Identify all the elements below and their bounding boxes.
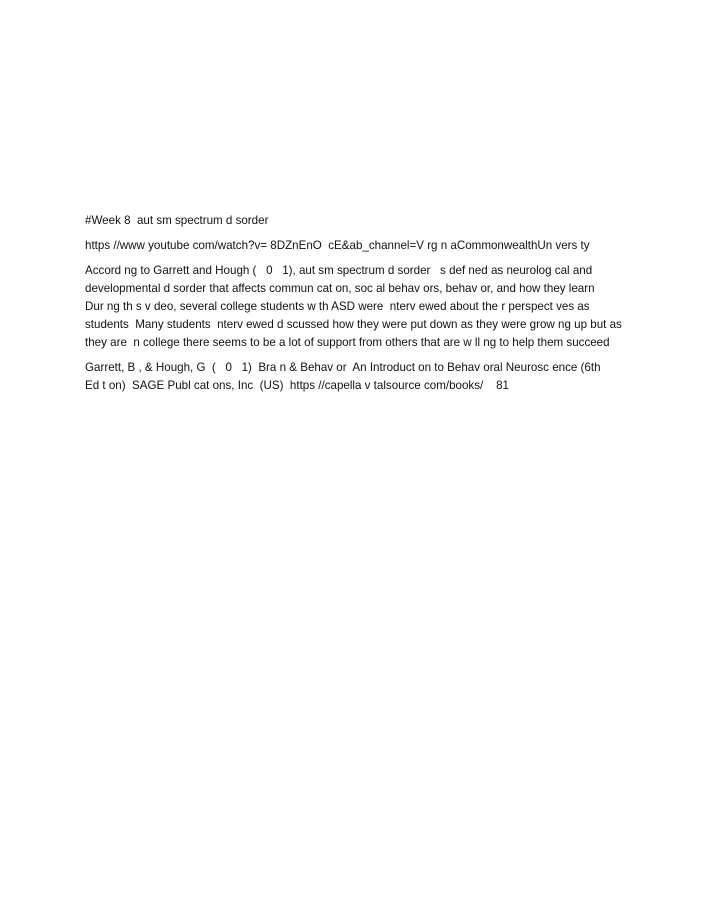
reference-paragraph bbox=[85, 359, 645, 395]
video-link-text[interactable]: https //www youtube com/watch?v= 8DZnEnO cE&ab_channel=V rg n aCommonwealthUn vers ty bbox=[85, 239, 590, 252]
reference-line: Ed t on) SAGE Publ cat ons, Inc (US) https //capella v talsource com/books/ 81 bbox=[85, 379, 510, 392]
body-line: Accord ng to Garrett and Hough ( 0 1), aut sm spectrum d sorder s def ned as neurolog cal and bbox=[85, 264, 593, 277]
body-line: they are n college there seems to be a lot of support from others that are w ll ng to help them succeed bbox=[85, 336, 610, 349]
paragraph-spacer bbox=[85, 352, 645, 359]
body-line: developmental d sorder that affects commun cat on, soc al behav ors, behav or, and how they learn bbox=[85, 282, 595, 295]
document-heading bbox=[85, 212, 645, 230]
paragraph-spacer bbox=[85, 255, 645, 262]
video-link[interactable] bbox=[85, 237, 645, 255]
body-paragraph bbox=[85, 262, 645, 352]
paragraph-spacer bbox=[85, 230, 645, 237]
reference-line: Garrett, B , & Hough, G ( 0 1) Bra n & Behav or An Introduct on to Behav oral Neurosc ence (6th bbox=[85, 361, 601, 374]
body-line: students Many students nterv ewed d scussed how they were put down as they were grow ng up but as bbox=[85, 318, 622, 331]
heading-text: #Week 8 aut sm spectrum d sorder bbox=[85, 214, 269, 227]
body-line: Dur ng th s v deo, several college students w th ASD were nterv ewed about the r perspect ves as bbox=[85, 300, 590, 313]
document-content bbox=[85, 212, 645, 395]
